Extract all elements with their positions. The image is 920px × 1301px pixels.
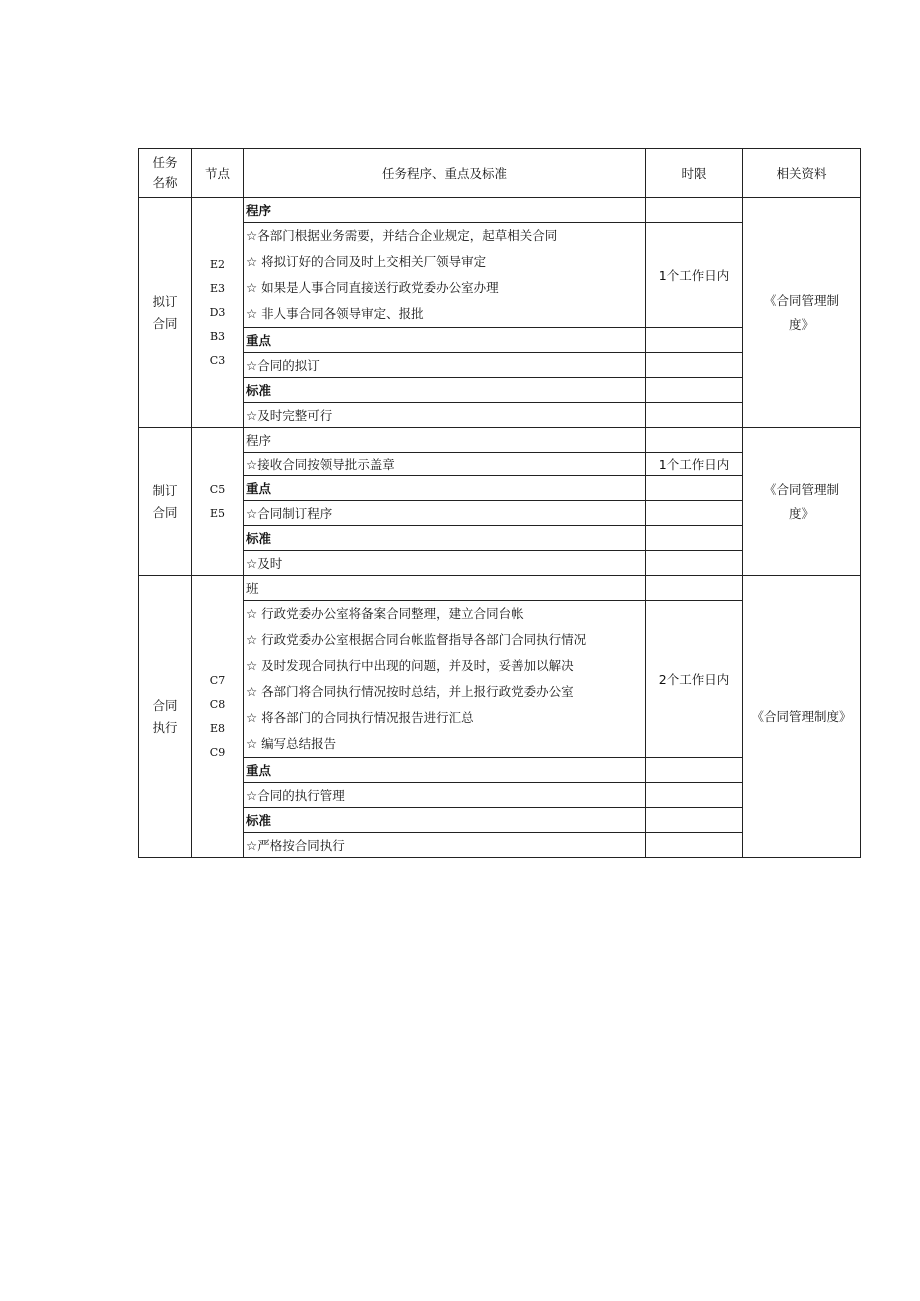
time-cell-empty — [646, 353, 743, 378]
node-code: E8 — [209, 721, 226, 735]
key-label: 重点 — [244, 476, 646, 501]
standard-label: 标准 — [244, 526, 646, 551]
task-name-line: 制订 — [152, 482, 178, 498]
table-row — [139, 428, 861, 453]
procedure-item: ☆ 各部门将合同执行情况按时总结，并上报行政党委办公室 — [246, 684, 574, 699]
header-row — [139, 149, 861, 198]
task-table — [138, 148, 861, 858]
header-task-name: 任务名称 — [139, 149, 192, 198]
node-code: C3 — [209, 353, 226, 367]
header-procedure: 任务程序、重点及标准 — [244, 149, 646, 198]
nodes-cell — [192, 576, 244, 858]
time-cell-empty — [646, 476, 743, 501]
time-cell-empty — [646, 833, 743, 858]
node-code: C7 — [209, 673, 226, 687]
nodes-cell — [192, 198, 244, 428]
standard-label: 标准 — [244, 378, 646, 403]
reference-line: 《合同管理制 — [763, 481, 839, 497]
time-limit: 1个工作日内 — [646, 453, 743, 476]
nodes-cell — [192, 428, 244, 576]
time-limit: 1个工作日内 — [646, 223, 743, 328]
time-cell-empty — [646, 576, 743, 601]
time-cell-empty — [646, 501, 743, 526]
time-cell-empty — [646, 403, 743, 428]
standard-label: 标准 — [244, 808, 646, 833]
time-cell-empty — [646, 328, 743, 353]
task-name-line: 拟订 — [152, 293, 178, 309]
node-code: C5 — [209, 482, 226, 496]
procedure-item: ☆各部门根据业务需要，并结合企业规定，起草相关合同 — [246, 228, 558, 243]
task-name-cell — [139, 428, 192, 576]
key-item: ☆合同制订程序 — [244, 501, 646, 526]
reference-line: 《合同管理制 — [763, 292, 839, 308]
node-code: E3 — [209, 281, 226, 295]
task-name-line: 合同 — [152, 315, 178, 331]
header-time-limit: 时限 — [646, 149, 743, 198]
procedure-item: ☆ 将各部门的合同执行情况报告进行汇总 — [246, 710, 474, 725]
node-code: E5 — [209, 506, 226, 520]
reference-cell — [743, 428, 861, 576]
standard-item: ☆及时 — [244, 551, 646, 576]
time-cell-empty — [646, 378, 743, 403]
node-code: D3 — [209, 305, 226, 319]
procedure-items — [244, 223, 646, 328]
reference-line: 度》 — [788, 505, 814, 521]
reference-cell — [743, 198, 861, 428]
standard-item: ☆及时完整可行 — [244, 403, 646, 428]
procedure-item: ☆ 非人事合同各领导审定、报批 — [246, 306, 424, 321]
node-code: E2 — [209, 257, 226, 271]
header-nodes: 节点 — [192, 149, 244, 198]
procedure-item: ☆ 行政党委办公室根据合同台帐监督指导各部门合同执行情况 — [246, 632, 587, 647]
time-cell-empty — [646, 526, 743, 551]
key-item: ☆合同的执行管理 — [244, 783, 646, 808]
node-code: C8 — [209, 697, 226, 711]
table-row — [139, 576, 861, 601]
task-name-line: 合同 — [152, 504, 178, 520]
procedure-item: ☆ 如果是人事合同直接送行政党委办公室办理 — [246, 280, 499, 295]
standard-item: ☆严格按合同执行 — [244, 833, 646, 858]
procedure-item: ☆ 及时发现合同执行中出现的问题，并及时，妥善加以解决 — [246, 658, 574, 673]
task-name-line: 合同 — [152, 697, 178, 713]
procedure-item: ☆ 编写总结报告 — [246, 736, 337, 751]
procedure-label: 程序 — [244, 198, 646, 223]
time-cell-empty — [646, 551, 743, 576]
time-cell-empty — [646, 783, 743, 808]
procedure-label: 班 — [244, 576, 646, 601]
reference-line: 度》 — [788, 316, 814, 332]
time-cell-empty — [646, 808, 743, 833]
key-item: ☆合同的拟订 — [244, 353, 646, 378]
time-cell-empty — [646, 428, 743, 453]
node-code: B3 — [209, 329, 226, 343]
procedure-items — [244, 601, 646, 758]
procedure-item: ☆ 行政党委办公室将备案合同整理，建立合同台帐 — [246, 606, 524, 621]
key-label: 重点 — [244, 758, 646, 783]
reference-line: 《合同管理制度》 — [751, 708, 852, 724]
time-limit: 2个工作日内 — [646, 601, 743, 758]
procedure-item: ☆ 将拟订好的合同及时上交相关厂领导审定 — [246, 254, 487, 269]
procedure-item: ☆接收合同按领导批示盖章 — [244, 453, 646, 476]
task-name-cell — [139, 198, 192, 428]
table-row — [139, 198, 861, 223]
task-name-cell — [139, 576, 192, 858]
procedure-label: 程序 — [244, 428, 646, 453]
task-name-line: 执行 — [152, 719, 178, 735]
time-cell-empty — [646, 198, 743, 223]
time-cell-empty — [646, 758, 743, 783]
header-references: 相关资料 — [743, 149, 861, 198]
key-label: 重点 — [244, 328, 646, 353]
reference-cell — [743, 576, 861, 858]
node-code: C9 — [209, 745, 226, 759]
